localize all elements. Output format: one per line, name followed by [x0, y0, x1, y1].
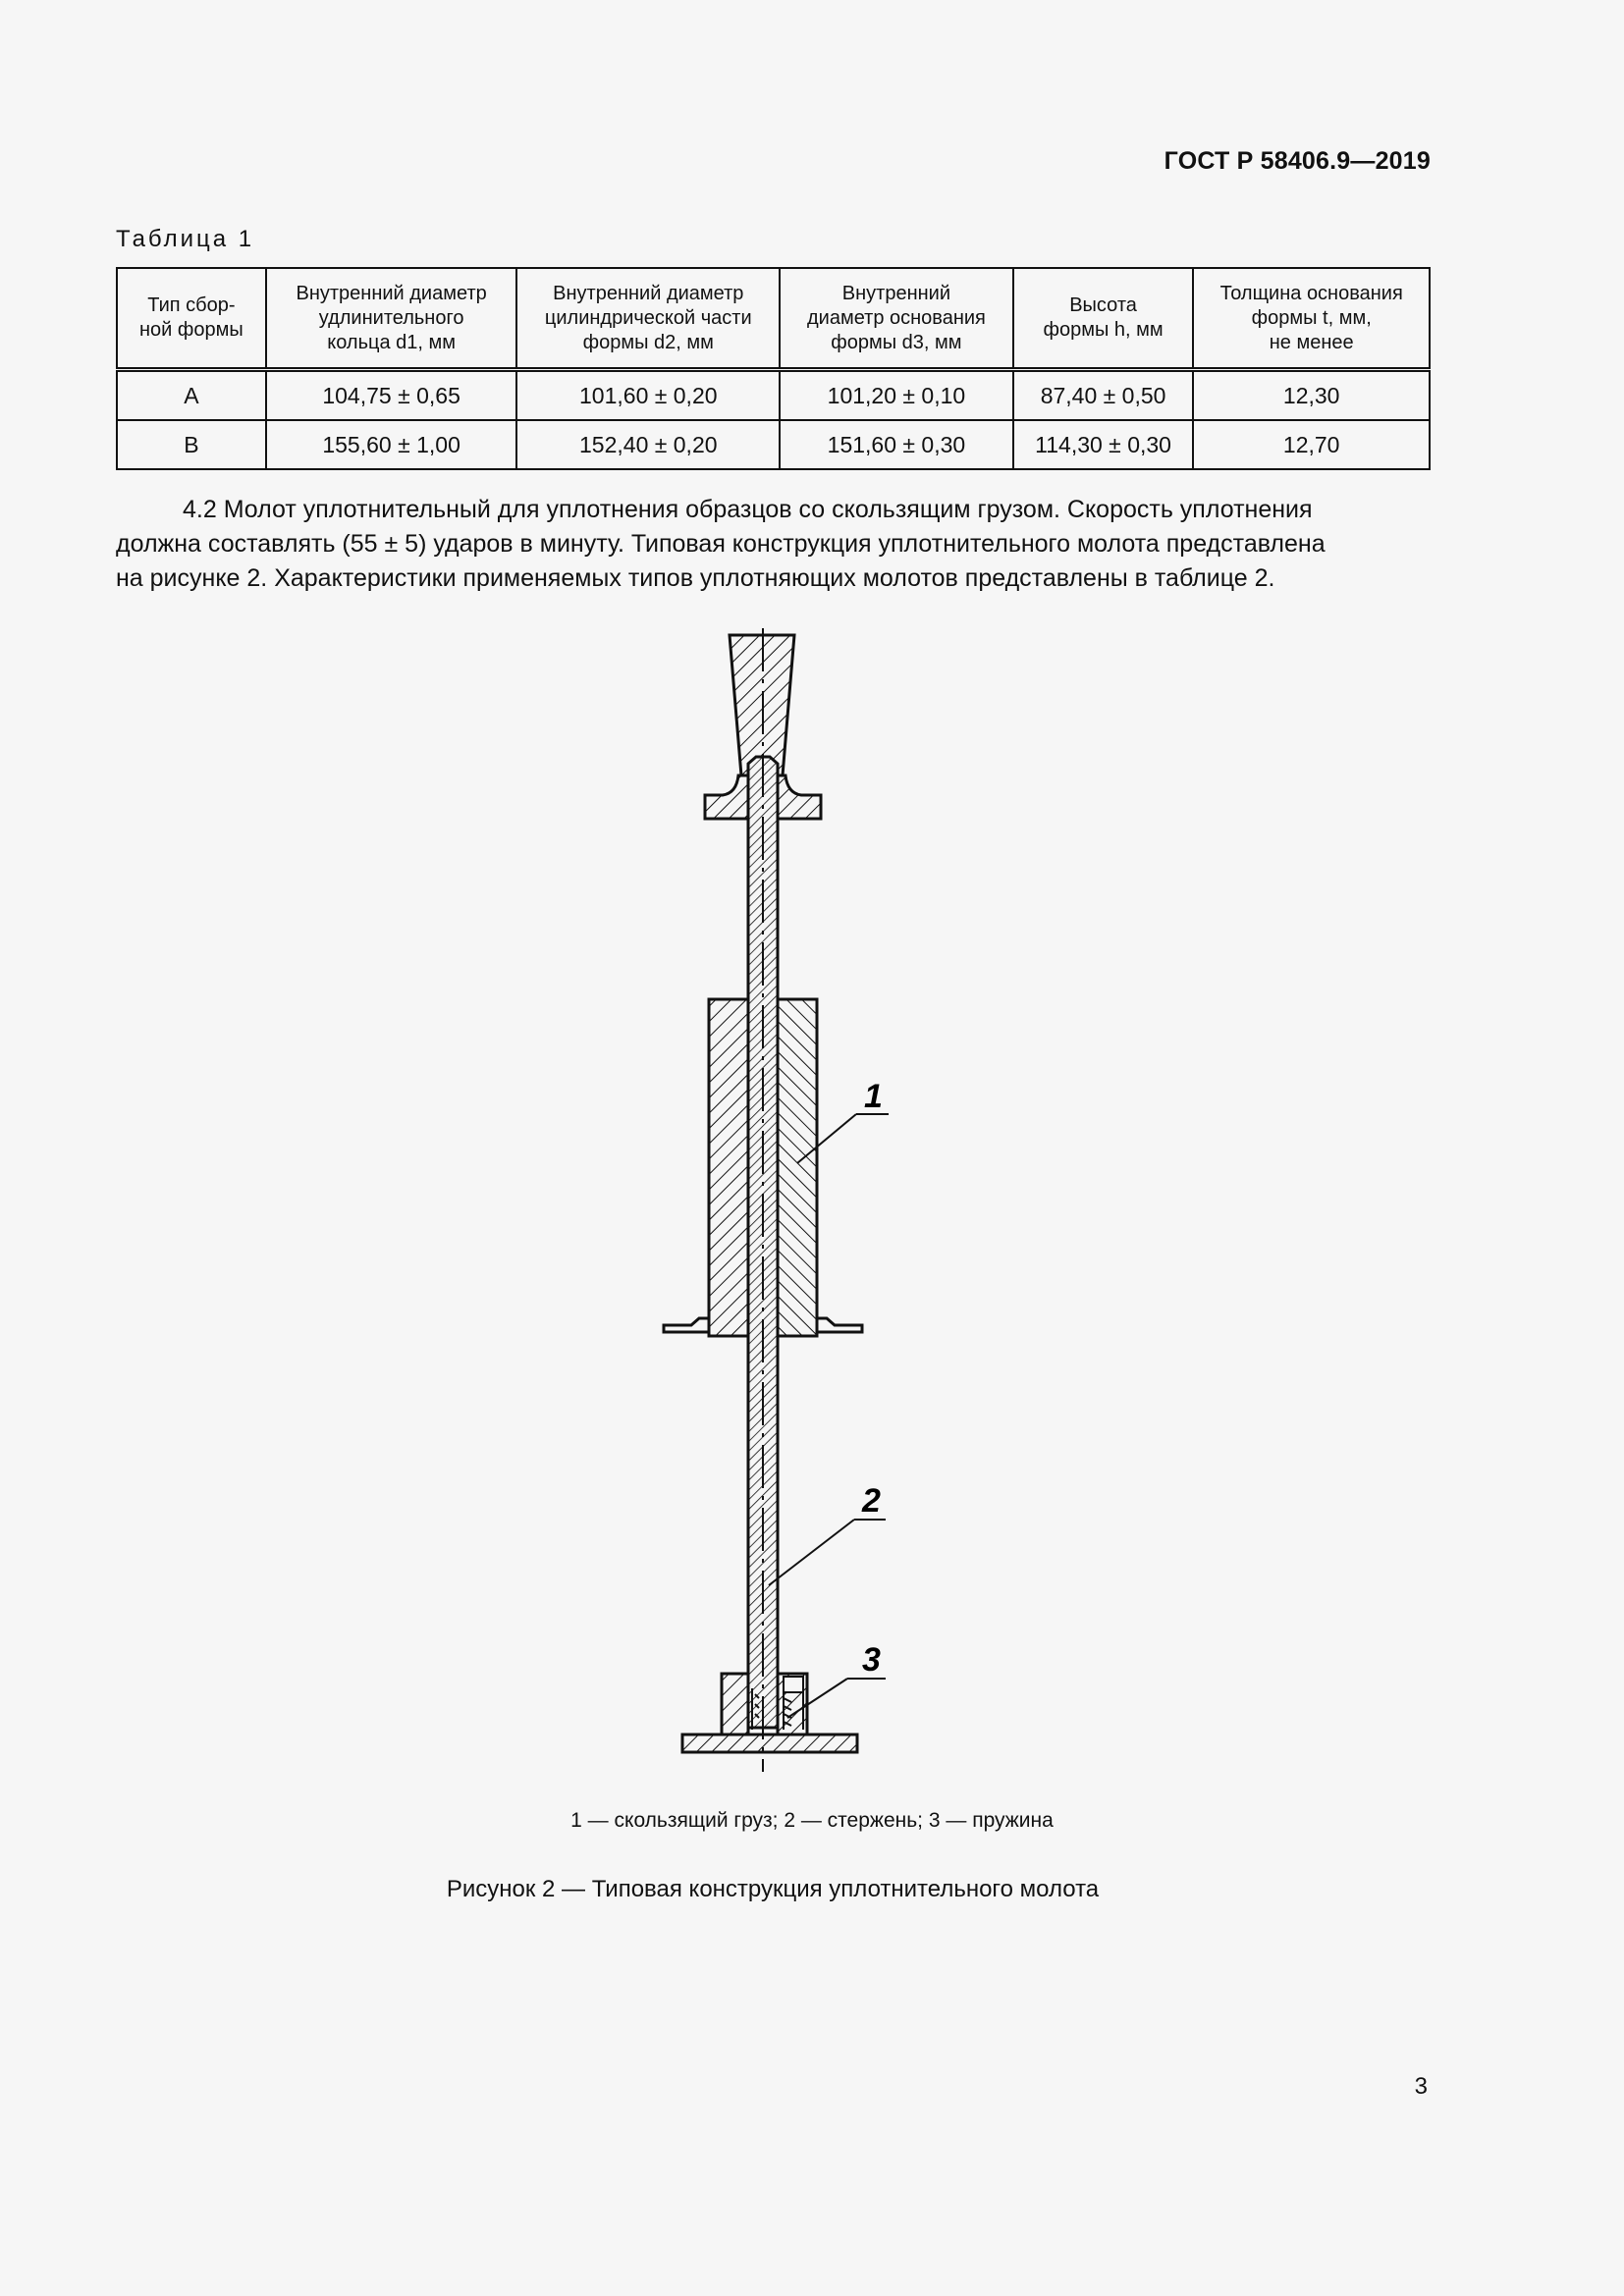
table-cell: 101,60 ± 0,20	[516, 370, 780, 421]
paragraph-line: должна составлять (55 ± 5) ударов в минуту. Типовая конструкция уплотнительного молота представлена	[116, 530, 1326, 558]
paragraph-line: на рисунке 2. Характеристики применяемых типов уплотняющих молотов представлены в таблице 2.	[116, 564, 1275, 592]
table-cell: 104,75 ± 0,65	[266, 370, 517, 421]
section-4-2-paragraph	[116, 493, 1432, 596]
sliding-weight-right	[778, 999, 817, 1336]
hammer-foot-housing-left	[722, 1674, 748, 1735]
table-cell: 101,20 ± 0,10	[780, 370, 1013, 421]
table-cell: А	[117, 370, 266, 421]
table-caption: Таблица 1	[116, 226, 255, 252]
header-d2: Внутренний диаметр цилиндрической части формы d2, мм	[516, 268, 780, 370]
leader-line-2	[769, 1520, 854, 1585]
label-2: 2	[862, 1482, 881, 1520]
compaction-hammer-figure	[628, 628, 923, 1777]
paragraph-line: 4.2 Молот уплотнительный для уплотнения образцов со скользящим грузом. Скорость уплотнения	[183, 496, 1313, 523]
table-cell: 114,30 ± 0,30	[1013, 420, 1194, 469]
weight-stop-flange	[664, 1318, 709, 1332]
weight-stop-flange	[817, 1318, 862, 1332]
header-d1: Внутренний диаметр удлинительного кольца d1, мм	[266, 268, 517, 370]
label-3: 3	[862, 1641, 881, 1679]
table-cell: 87,40 ± 0,50	[1013, 370, 1194, 421]
header-base-thickness: Толщина основания формы t, мм, не менее	[1193, 268, 1430, 370]
header-d3: Внутренний диаметр основания формы d3, мм	[780, 268, 1013, 370]
figure-caption: Рисунок 2 — Типовая конструкция уплотнительного молота	[446, 1876, 1100, 1902]
specification-table	[116, 267, 1431, 470]
sliding-weight-left	[709, 999, 748, 1336]
document-code: ГОСТ Р 58406.9—2019	[1164, 147, 1431, 175]
hammer-foot-plate	[682, 1735, 857, 1752]
table-row	[117, 370, 1430, 421]
header-form-type: Тип сбор- ной формы	[117, 268, 266, 370]
table-cell: В	[117, 420, 266, 469]
hammer-drawing	[628, 628, 923, 1777]
table-row	[117, 420, 1430, 469]
figure-legend: 1 — скользящий груз; 2 — стержень; 3 — пружина	[570, 1809, 1054, 1832]
label-1: 1	[864, 1078, 883, 1115]
page-number: 3	[1414, 2073, 1428, 2100]
table-header-row	[117, 268, 1430, 370]
table-cell: 12,30	[1193, 370, 1430, 421]
table-cell: 155,60 ± 1,00	[266, 420, 517, 469]
table-cell: 152,40 ± 0,20	[516, 420, 780, 469]
header-height: Высота формы h, мм	[1013, 268, 1194, 370]
table-cell: 12,70	[1193, 420, 1430, 469]
table-cell: 151,60 ± 0,30	[780, 420, 1013, 469]
